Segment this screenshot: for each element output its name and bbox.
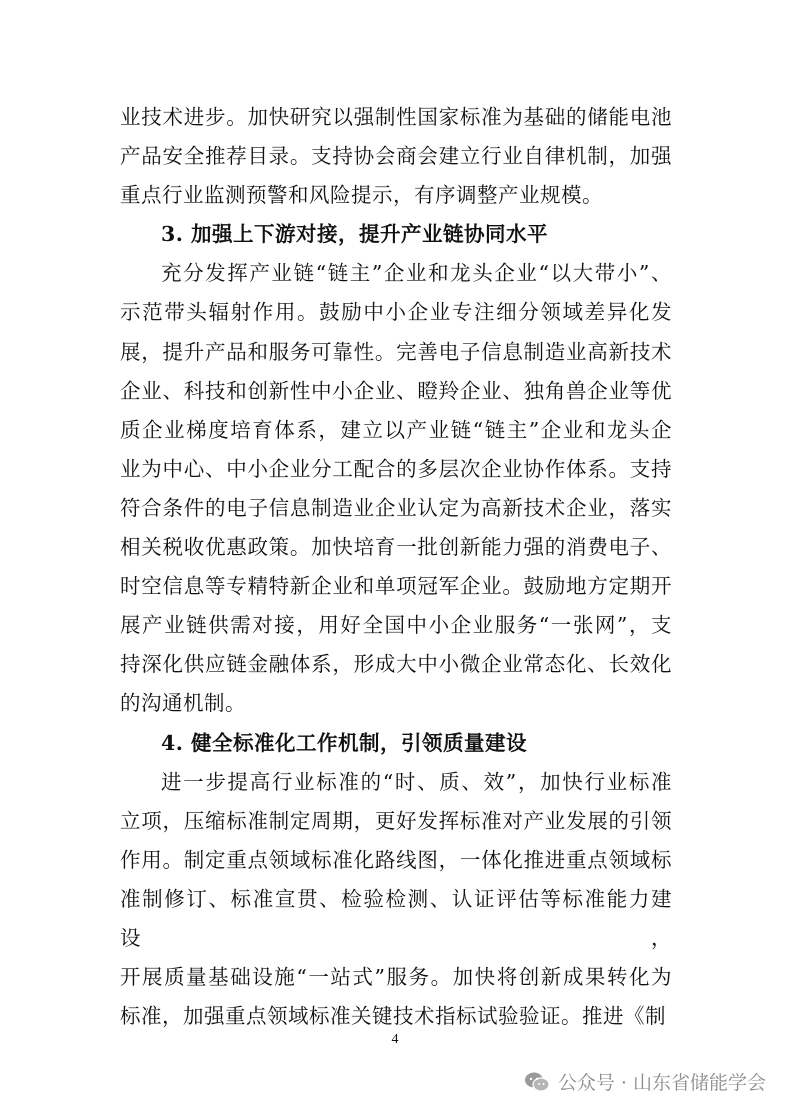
section-heading: 3. 加强上下游对接，提升产业链协同水平 [161, 222, 549, 247]
paragraph-line: 业技术进步。加快研究以强制性国家标准为基础的储能电池 [120, 105, 672, 129]
paragraph-line: 企业、科技和创新性中小企业、瞪羚企业、独角兽企业等优 [120, 378, 672, 403]
paragraph-line: 展，提升产品和服务可靠性。完善电子信息制造业高新技术 [120, 339, 672, 364]
paragraph-line: 重点行业监测预警和风险提示，有序调整产业规模。 [120, 183, 603, 208]
paragraph-line: 产品安全推荐目录。支持协会商会建立行业自律机制，加强 [120, 144, 672, 169]
paragraph-line: 符合条件的电子信息制造业企业认定为高新技术企业，落实 [120, 495, 672, 520]
paragraph-line: 进一步提高行业标准的“时、质、效”，加快行业标准 [161, 769, 672, 794]
watermark-text: 公众号 · 山东省储能学会 [557, 1072, 766, 1094]
paragraph-line: 开展质量基础设施“一站式”服务。加快将创新成果转化为 [120, 965, 672, 990]
paragraph-line: 质企业梯度培育体系，建立以产业链“链主”企业和龙头企 [120, 417, 672, 442]
paragraph-line: 作用。制定重点领域标准化路线图，一体化推进重点领域标 [120, 847, 672, 872]
wechat-icon [524, 1071, 550, 1093]
paragraph-line: 的沟通机制。 [120, 691, 246, 716]
paragraph-line: 展产业链供需对接，用好全国中小企业服务“一张网”，支 [120, 613, 672, 638]
paragraph-line: 标准，加强重点领域标准关键技术指标试验验证。推进《制 [120, 1004, 666, 1029]
section-heading: 4. 健全标准化工作机制，引领质量建设 [161, 730, 528, 755]
paragraph-line: 业为中心、中小企业分工配合的多层次企业协作体系。支持 [120, 456, 672, 481]
paragraph-line: 持深化供应链金融体系，形成大中小微企业常态化、长效化 [120, 652, 672, 677]
paragraph-line: 立项，压缩标准制定周期，更好发挥标准对产业发展的引领 [120, 808, 672, 833]
paragraph-line: 相关税收优惠政策。加快培育一批创新能力强的消费电子、 [120, 535, 672, 560]
document-body [120, 98, 672, 1036]
paragraph-line: 准制修订、标准宣贯、检验检测、认证评估等标准能力建设， [120, 886, 672, 950]
paragraph-line: 充分发挥产业链“链主”企业和龙头企业“以大带小”、 [161, 261, 672, 286]
paragraph-line: 时空信息等专精特新企业和单项冠军企业。鼓励地方定期开 [120, 574, 672, 599]
page-number: 4 [391, 1032, 399, 1047]
watermark [524, 1068, 766, 1095]
paragraph-line: 示范带头辐射作用。鼓励中小企业专注细分领域差异化发 [120, 300, 672, 325]
